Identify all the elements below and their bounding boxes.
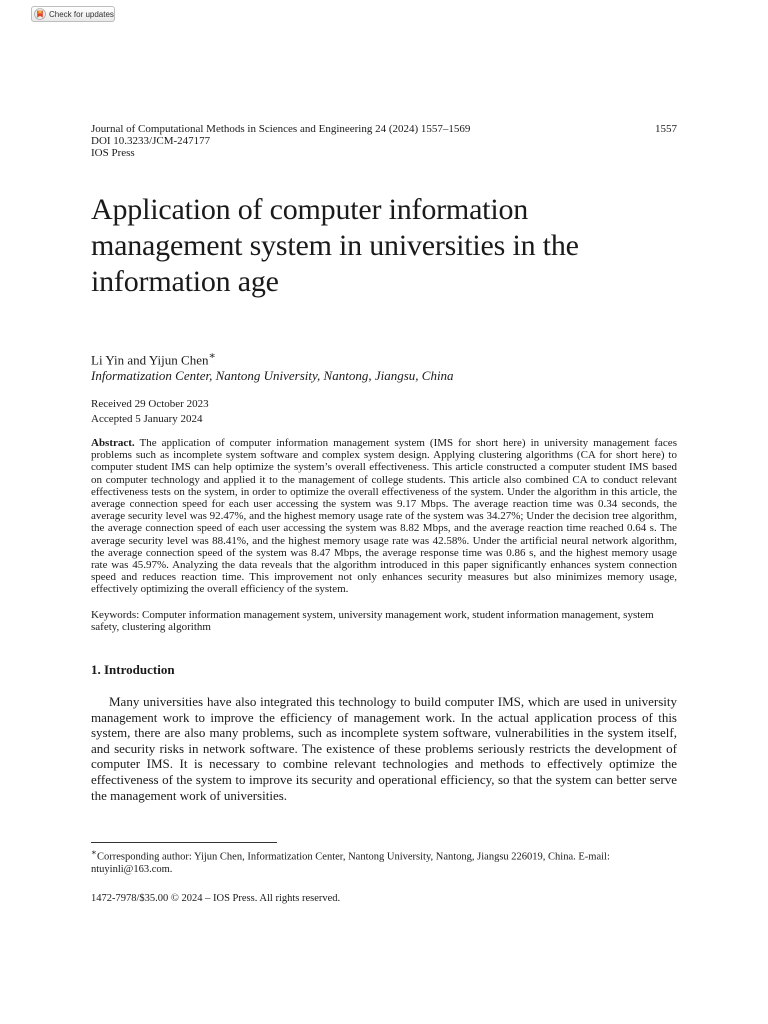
- section-heading-introduction: 1. Introduction: [91, 662, 175, 677]
- publisher: IOS Press: [91, 147, 135, 159]
- received-date: Received 29 October 2023: [91, 398, 209, 410]
- check-for-updates-label: Check for updates: [49, 9, 114, 19]
- footnote-text: Corresponding author: Yijun Chen, Informatization Center, Nantong University, Nantong, Jiangsu 226019, China. E-mail: ntuyinli@163.com.: [91, 851, 610, 875]
- copyright-line: 1472-7978/$35.00 © 2024 – IOS Press. All rights reserved.: [91, 893, 341, 904]
- abstract-text: The application of computer information management system (IMS for short here) in university management faces problems such as incomplete system software and complex system design. Applying clustering algorithms (CA for short here) to computer student IMS can help optimize the system’s overall effectiveness. This article constructed a computer student IMS based on computer technology and applied it to the management of college students. This article also combined CA to conduct relevant effectiveness tests on the system, in order to optimize the overall effectiveness of the system. Under the algorithm in this article, the average connection speed for each user accessing the system was 9.17 Mbps. The average reaction time was 0.34 seconds, the average security level was 92.47%, and the highest memory usage rate of the system was 34.27%; Under the decision tree algorithm, the average connection speed of each user accessing the system was 8.82 Mbps, and the average reaction time reached 0.64 s. The average security level was 88.41%, and the highest memory usage rate was 42.58%. Under the artificial neural network algorithm, the average connection speed of the system was 8.47 Mbps, the average response time was 0.86 s, and the highest memory usage rate was 45.97%. Analyzing the data reveals that the algorithm introduced in this paper significantly enhances system connection speed and reduces reaction time. This improvement not only enhances security measures but also minimizes memory usage, effectively optimizing the overall efficiency of the system.: [91, 437, 677, 596]
- corresponding-marker: ∗: [208, 350, 216, 362]
- check-for-updates-icon: [34, 8, 46, 20]
- abstract-label: Abstract.: [91, 437, 135, 449]
- accepted-date: Accepted 5 January 2024: [91, 413, 203, 425]
- footnote-divider: [91, 842, 277, 843]
- paper-title: Application of computer information management system in universities in the information age: [91, 193, 579, 298]
- keywords-text: Computer information management system, university management work, student information management, system safety, clustering algorithm: [91, 609, 654, 634]
- page-number: 1557: [655, 123, 677, 135]
- check-for-updates-button[interactable]: [31, 6, 115, 22]
- doi: DOI 10.3233/JCM-247177: [91, 135, 211, 147]
- author-names: Li Yin and Yijun Chen: [91, 352, 209, 368]
- affiliation: Informatization Center, Nantong University, Nantong, Jiangsu, China: [91, 368, 454, 384]
- keywords: [91, 609, 677, 633]
- journal-citation: Journal of Computational Methods in Sciences and Engineering 24 (2024) 1557–1569: [91, 123, 471, 135]
- introduction-paragraph: Many universities have also integrated this technology to build computer IMS, which are used in university management work to improve the efficiency of management work. In the actual application process of this system, there are also many problems, such as incomplete system software, vulnerabilities in the system itself, and security risks in network software. The existence of these problems seriously restricts the development of computer IMS. It is necessary to combine relevant technologies and methods to effectively optimize the effectiveness of the system to improve its security and operational efficiency, so that the system can better serve the management work of universities.: [91, 694, 677, 803]
- footnote: [91, 846, 677, 876]
- abstract: [91, 437, 677, 596]
- date-block: [91, 397, 677, 427]
- footnote-marker: ∗: [91, 847, 97, 857]
- author-block: [91, 348, 677, 384]
- keywords-label: Keywords:: [91, 609, 140, 621]
- journal-masthead: [91, 123, 677, 159]
